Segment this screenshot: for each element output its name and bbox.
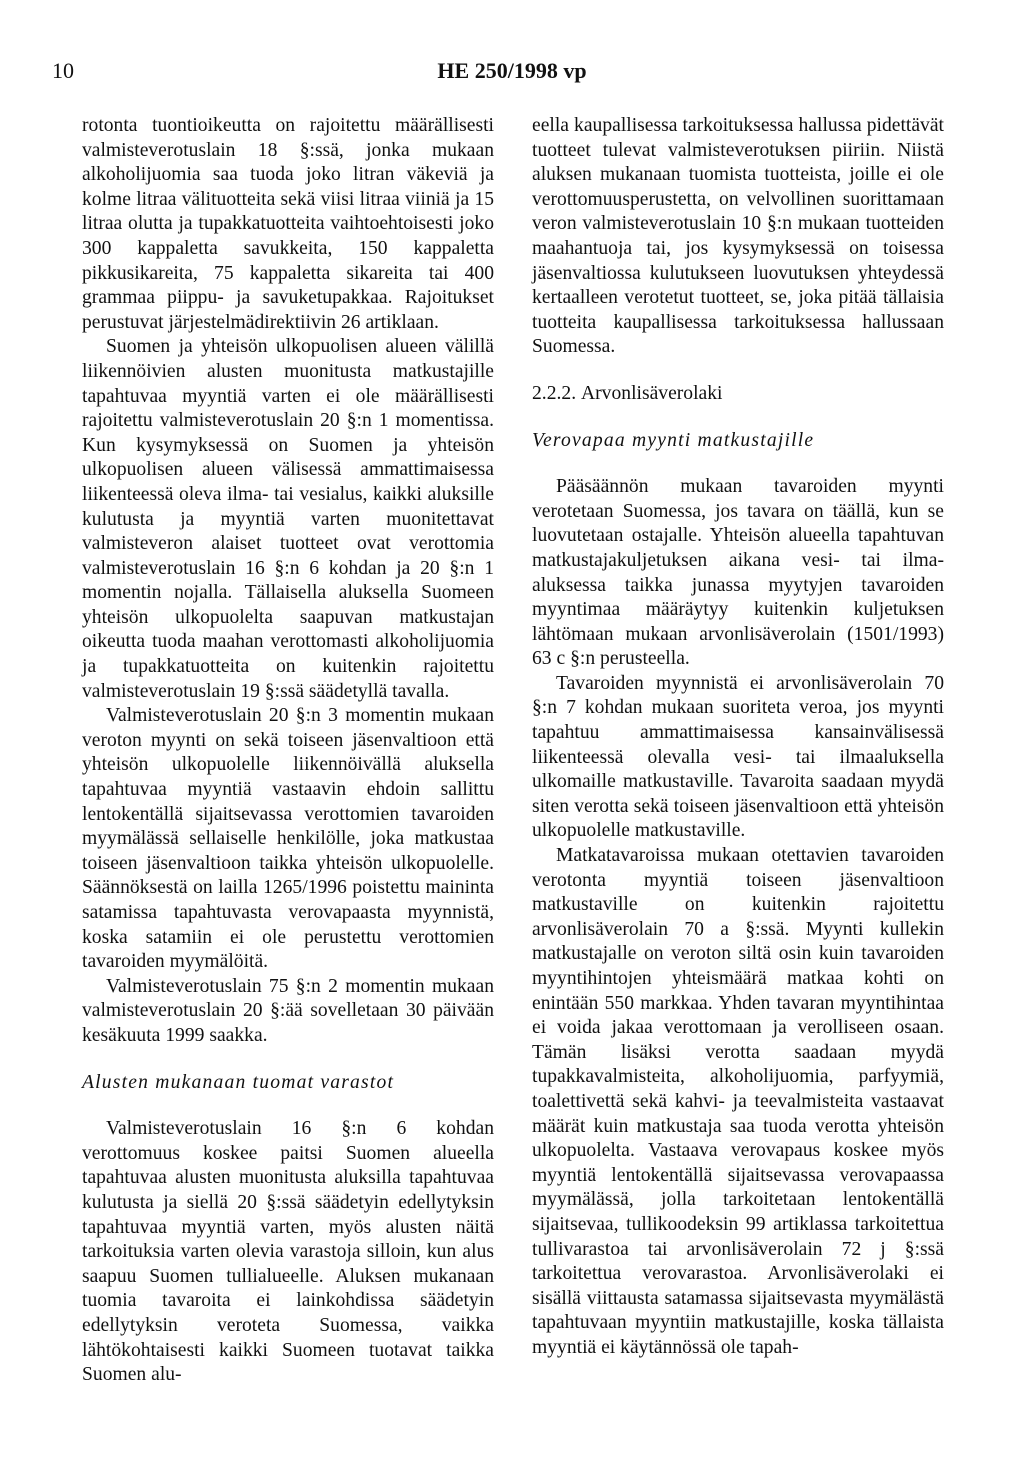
section-number: 2.2.2. (532, 382, 577, 404)
subheading: Alusten mukanaan tuomat varastot (82, 1071, 395, 1093)
paragraph: Matkatavaroissa mukaan otettavien tavaroiden verotonta myyntiä toiseen jäsenvaltioon matkustaville on kuitenkin rajoitettu arvonlisäverolain 70 a §:ssä. Myynti kullekin matkustajalle on veroton siltä osin kuin tavaroiden myyntihintojen yhteismäärä matkaa kohti on enintään 550 markkaa. Yhden tavaran myyntihintaa ei voida jakaa verottomaan ja verolliseen osaan. Tämän lisäksi verotta saadaan myydä tupakkavalmisteita, alkoholijuomia, parfyymiä, toalettivettä sekä kahvi- ja teevalmisteita vastaavat määrät kuin matkustaja saa tuoda verotta yhteisön ulkopuolelta. Vastaava verovapaus koskee myös myyntiä lentokentällä sijaitsevassa verovapaassa myymälässä, jolla tarkoitetaan lentokentällä sijaitsevaa, tullikoodeksin 99 artiklassa tarkoitettua tullivarastoa tai arvonlisäverolain 72 j §:ssä tarkoitettua verovarastoa. Arvonlisäverolaki ei sisällä viittausta satamassa sijaitsevasta myymälästä tapahtuvaan myyntiin matkustajille, koska tällaista myyntiä ei käytännössä ole tapah- (532, 845, 944, 1358)
document-id: HE 250/1998 vp (437, 58, 587, 83)
subheading: Verovapaa myynti matkustajille (532, 429, 815, 451)
right-column (532, 114, 944, 1361)
paragraph: Tavaroiden myynnistä ei arvonlisäverolain 70 §:n 7 kohdan mukaan suoriteta veroa, jos myynti tapahtuu ammattimaisessa kansainvälisessä liikenteessä olevalla vesi- tai ilmaaluksella ulkomaille matkustaville. Tavaroita saadaan myydä siten verotta sekä toiseen jäsenvaltioon että yhteisön ulkopuolelle matkustaville. (532, 672, 944, 842)
section-title: Arvonlisäverolaki (581, 382, 723, 404)
paragraph: rotonta tuontioikeutta on rajoitettu määrällisesti valmisteverotuslain 18 §:ssä, jonka mukaan alkoholijuomia saa tuoda joko litran väkeviä ja kolme litraa välituotteita sekä viisi litraa viiniä ja 15 litraa olutta ja tupakkatuotteita vaihtoehtoisesti joko 300 kappaletta savukkeita, 150 kappaletta pikkusikareita, 75 kappaletta sikareita tai 400 grammaa piippu- ja savuketupakkaa. Rajoitukset perustuvat järjestelmädirektiivin 26 artiklaan. (82, 115, 494, 333)
paragraph: Suomen ja yhteisön ulkopuolisen alueen välillä liikennöivien alusten muonitusta matkustajille tapahtuvaa myyntiä varten ei ole määrällisesti rajoitettu valmisteverotuslain 20 §:n 1 momentissa. Kun kysymyksessä on Suomen ja yhteisön ulkopuolisen alueen välisessä ammattimaisessa liikenteessä oleva ilma- tai vesialus, kaikki aluksille kulutusta ja myyntiä varten muonitettavat valmisteveron alaiset tuotteet ovat verottomia valmisteverotuslain 16 §:n 6 kohdan ja 20 §:n 1 momentin nojalla. Tällaisella aluksella Suomeen yhteisön ulkopuolelta saapuvan matkustajan oikeutta tuoda maahan verottomasti alkoholijuomia ja tupakkatuotteita on kuitenkin rajoitettu valmisteverotuslain 19 §:ssä säädetyllä tavalla. (82, 336, 494, 702)
paragraph: Valmisteverotuslain 20 §:n 3 momentin mukaan veroton myynti on sekä toiseen jäsenvaltioon että yhteisön ulkopuolelle liikennöivällä aluksella tapahtuvaa myyntiä vastaavin ehdoin sallittu lentokentällä sijaitsevassa verottomien tavaroiden myymälässä sellaiselle henkilölle, joka matkustaa toiseen jäsenvaltioon taikka yhteisön ulkopuolelle. Säännöksestä on lailla 1265/1996 poistettu maininta satamissa tapahtuvasta verovapaasta myynnistä, koska satamiin ei ole perustettu verottomien tavaroiden myymälöitä. (82, 705, 494, 973)
left-column (82, 114, 494, 1388)
paragraph: Valmisteverotuslain 16 §:n 6 kohdan verottomuus koskee paitsi Suomen alueella tapahtuvaa alusten muonitusta aluksilla tapahtuvaa kulutusta ja siellä 20 §:ssä säädetyin edellytyksin tapahtuvaa myyntiä varten, myös alusten näitä tarkoituksia varten olevia varastoja silloin, kun alus saapuu Suomen tullialueelle. Aluksen mukanaan tuomia tavaroita ei lainkohdissa säädetyin edellytyksin veroteta Suomessa, vaikka lähtökohtaisesti kaikki Suomeen tuotavat taikka Suomen alu- (82, 1118, 494, 1386)
section-heading (532, 382, 944, 407)
paragraph: Valmisteverotuslain 75 §:n 2 momentin mukaan valmisteverotuslain 20 §:ää sovelletaan 30 päivään kesäkuuta 1999 saakka. (82, 975, 494, 1046)
paragraph: Pääsäännön mukaan tavaroiden myynti verotetaan Suomessa, jos tavara on täällä, kun se luovutetaan ostajalle. Yhteisön alueella tapahtuvan matkustajakuljetuksen aikana vesi- tai ilma-aluksessa taikka junassa myytyjen tavaroiden myyntimaa määräytyy kuitenkin kuljetuksen lähtömaan mukaan arvonlisäverolain (1501/1993) 63 c §:n perusteella. (532, 476, 944, 670)
paragraph: eella kaupallisessa tarkoituksessa hallussa pidettävät tuotteet tulevat valmisteverotuksen piiriin. Niistä aluksen mukanaan tuomista tuotteista, joille ei ole verottomuusperustetta, on velvollinen suorittamaan veron valmisteverotuslain 10 §:n mukaan tuotteiden maahantuoja tai, jos kysymyksessä on toisessa jäsenvaltiossa kulutukseen luovutuksen yhteydessä kertaalleen verotetut tuotteet, se, joka pitää tällaisia tuotteita kaupallisessa tarkoituksessa hallussaan Suomessa. (532, 115, 944, 358)
page-number: 10 (52, 58, 74, 83)
